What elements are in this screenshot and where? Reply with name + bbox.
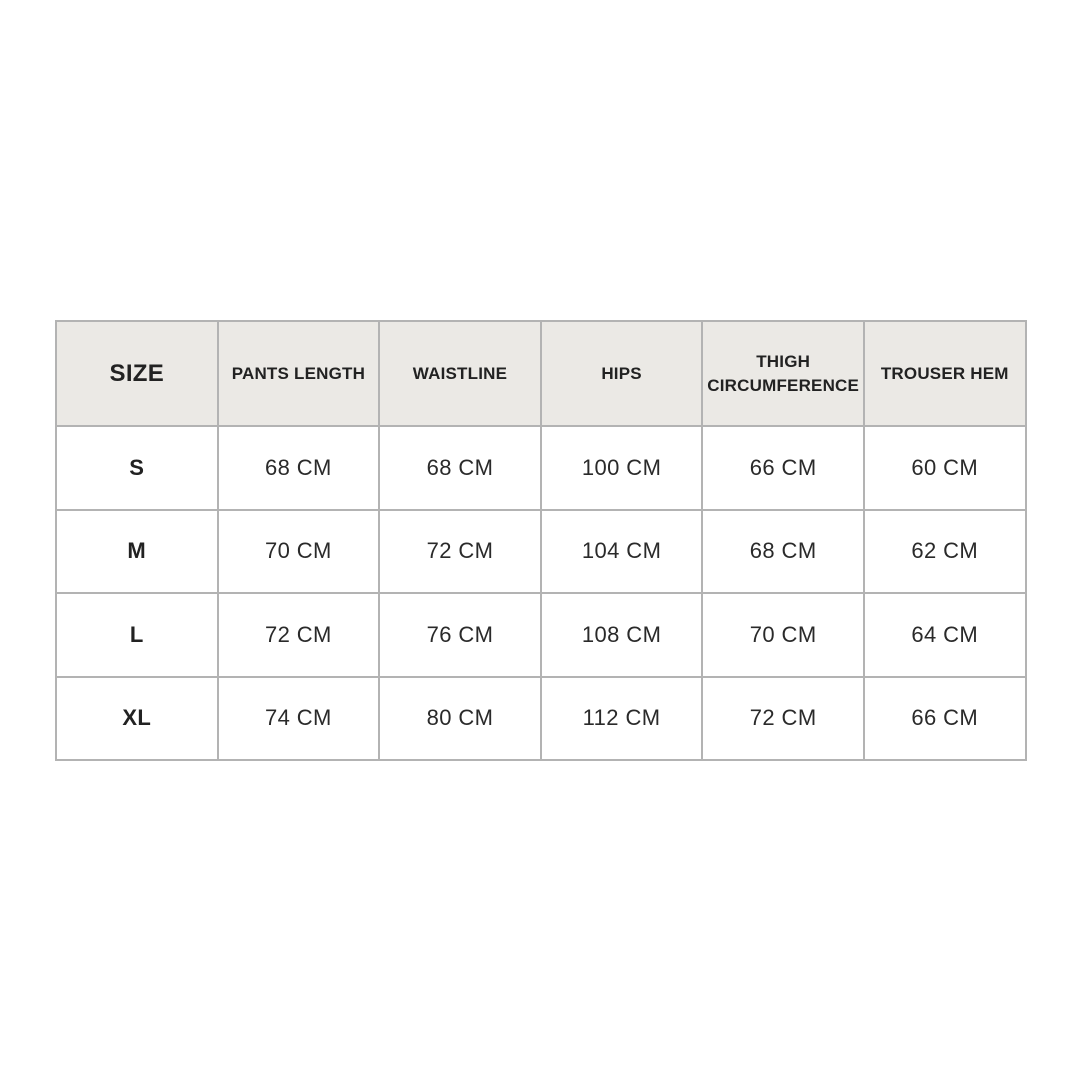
pants-length-cell: 70 CM <box>218 510 380 594</box>
size-cell: XL <box>56 677 218 761</box>
column-header-hips: HIPS <box>541 321 703 426</box>
waistline-cell: 72 CM <box>379 510 541 594</box>
hips-cell: 108 CM <box>541 593 703 677</box>
thigh-circumference-cell: 68 CM <box>702 510 864 594</box>
size-cell: M <box>56 510 218 594</box>
trouser-hem-cell: 60 CM <box>864 426 1026 510</box>
thigh-circumference-cell: 72 CM <box>702 677 864 761</box>
trouser-hem-cell: 66 CM <box>864 677 1026 761</box>
waistline-cell: 80 CM <box>379 677 541 761</box>
table-header-row <box>56 321 1026 426</box>
pants-length-cell: 72 CM <box>218 593 380 677</box>
thigh-circumference-cell: 66 CM <box>702 426 864 510</box>
trouser-hem-cell: 64 CM <box>864 593 1026 677</box>
waistline-cell: 68 CM <box>379 426 541 510</box>
size-cell: S <box>56 426 218 510</box>
table-row <box>56 510 1026 594</box>
column-header-waistline: WAISTLINE <box>379 321 541 426</box>
column-header-trouser-hem: TROUSER HEM <box>864 321 1026 426</box>
table-row <box>56 426 1026 510</box>
hips-cell: 112 CM <box>541 677 703 761</box>
size-cell: L <box>56 593 218 677</box>
trouser-hem-cell: 62 CM <box>864 510 1026 594</box>
hips-cell: 100 CM <box>541 426 703 510</box>
pants-length-cell: 68 CM <box>218 426 380 510</box>
column-header-pants-length: PANTS LENGTH <box>218 321 380 426</box>
hips-cell: 104 CM <box>541 510 703 594</box>
table-row <box>56 677 1026 761</box>
size-chart-table <box>55 320 1027 761</box>
column-header-thigh-circumference: THIGH CIRCUMFERENCE <box>702 321 864 426</box>
table-row <box>56 593 1026 677</box>
column-header-size: SIZE <box>56 321 218 426</box>
thigh-circumference-cell: 70 CM <box>702 593 864 677</box>
waistline-cell: 76 CM <box>379 593 541 677</box>
pants-length-cell: 74 CM <box>218 677 380 761</box>
